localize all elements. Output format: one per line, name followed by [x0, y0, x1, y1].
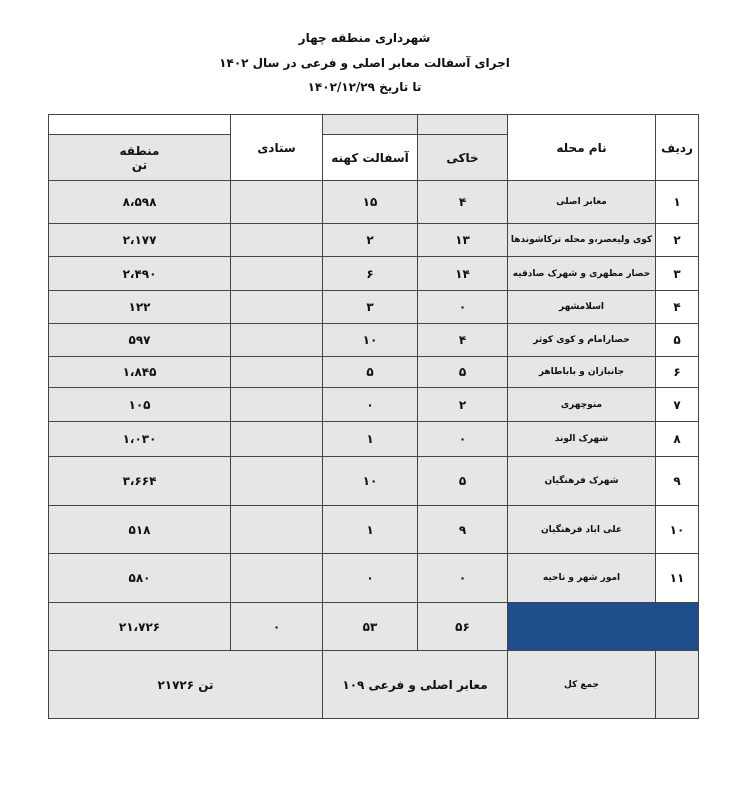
- grand-label: جمع کل: [508, 651, 656, 719]
- spacer-cell: [418, 115, 508, 135]
- cell-mantaghe: ۵۸۰: [49, 554, 231, 603]
- cell-old-asphalt: ۱: [323, 422, 418, 457]
- cell-khaki: ۰: [418, 422, 508, 457]
- cell-khaki: ۴: [418, 181, 508, 224]
- table-row: [49, 291, 699, 324]
- cell-khaki: ۰: [418, 291, 508, 324]
- table-row: [49, 357, 699, 388]
- title-line-2: اجرای آسفالت معابر اصلی و فرعی در سال ۱۴۰۲: [219, 56, 510, 70]
- cell-setadi: [231, 422, 323, 457]
- cell-khaki: ۰: [418, 554, 508, 603]
- table-row: [49, 388, 699, 422]
- cell-name: اسلامشهر: [508, 291, 656, 324]
- table-row: [49, 457, 699, 506]
- cell-old-asphalt: ۳: [323, 291, 418, 324]
- cell-khaki: ۲: [418, 388, 508, 422]
- cell-mantaghe: ۲،۱۷۷: [49, 224, 231, 257]
- total-mantaghe: ۲۱،۷۲۶: [49, 603, 231, 651]
- cell-khaki: ۵: [418, 457, 508, 506]
- table-row: [49, 506, 699, 554]
- cell-old-asphalt: ۶: [323, 257, 418, 291]
- cell-name: حصار مطهری و شهرک صادقیه: [508, 257, 656, 291]
- cell-mantaghe: ۳،۶۶۴: [49, 457, 231, 506]
- cell-row-no: ۹: [656, 457, 699, 506]
- table-row: [49, 554, 699, 603]
- total-khaki: ۵۶: [418, 603, 508, 651]
- header-mantaghe: [49, 135, 231, 181]
- cell-khaki: ۹: [418, 506, 508, 554]
- cell-name: منوچهری: [508, 388, 656, 422]
- cell-old-asphalt: ۱۵: [323, 181, 418, 224]
- cell-setadi: [231, 181, 323, 224]
- table-row: [49, 224, 699, 257]
- cell-setadi: [231, 388, 323, 422]
- cell-name: جانبازان و باباطاهر: [508, 357, 656, 388]
- cell-khaki: ۱۳: [418, 224, 508, 257]
- cell-setadi: [231, 457, 323, 506]
- cell-old-asphalt: ۱۰: [323, 324, 418, 357]
- grand-total-row: [49, 651, 699, 719]
- cell-row-no: ۶: [656, 357, 699, 388]
- title-line-3: تا تاریخ ۱۴۰۲/۱۲/۲۹: [307, 80, 422, 94]
- cell-name: شهرک فرهنگیان: [508, 457, 656, 506]
- cell-name: معابر اصلی: [508, 181, 656, 224]
- cell-mantaghe: ۵۱۸: [49, 506, 231, 554]
- header-setadi: ستادی: [231, 115, 323, 181]
- cell-setadi: [231, 224, 323, 257]
- table-row: [49, 181, 699, 224]
- totals-row: [49, 603, 699, 651]
- cell-name: امور شهر و ناحیه: [508, 554, 656, 603]
- cell-mantaghe: ۱۲۲: [49, 291, 231, 324]
- cell-row-no: ۱۰: [656, 506, 699, 554]
- cell-mantaghe: ۱،۰۳۰: [49, 422, 231, 457]
- cell-name: کوی ولیعصر،و محله ترکاشوندها: [508, 224, 656, 257]
- cell-khaki: ۵: [418, 357, 508, 388]
- cell-setadi: [231, 506, 323, 554]
- cell-mantaghe: ۱،۸۴۵: [49, 357, 231, 388]
- grand-empty: [656, 651, 699, 719]
- cell-row-no: ۲: [656, 224, 699, 257]
- cell-setadi: [231, 257, 323, 291]
- cell-row-no: ۷: [656, 388, 699, 422]
- cell-mantaghe: ۲،۴۹۰: [49, 257, 231, 291]
- cell-mantaghe: ۵۹۷: [49, 324, 231, 357]
- cell-row-no: ۵: [656, 324, 699, 357]
- spacer-cell: [49, 115, 231, 135]
- blue-cell: [508, 603, 656, 651]
- asphalt-table: [48, 114, 699, 719]
- cell-name: شهرک الوند: [508, 422, 656, 457]
- cell-setadi: [231, 357, 323, 388]
- cell-old-asphalt: ۱۰: [323, 457, 418, 506]
- cell-old-asphalt: ۵: [323, 357, 418, 388]
- cell-row-no: ۳: [656, 257, 699, 291]
- title-line-1: شهرداری منطقه چهار: [298, 31, 431, 45]
- table-row: [49, 324, 699, 357]
- cell-mantaghe: ۸،۵۹۸: [49, 181, 231, 224]
- cell-row-no: ۱: [656, 181, 699, 224]
- top-spacer-row: [49, 115, 699, 135]
- cell-row-no: ۴: [656, 291, 699, 324]
- cell-row-no: ۱۱: [656, 554, 699, 603]
- table-row: [49, 257, 699, 291]
- header-name: نام محله: [508, 115, 656, 181]
- cell-mantaghe: ۱۰۵: [49, 388, 231, 422]
- total-old-asphalt: ۵۳: [323, 603, 418, 651]
- header-khaki: خاکی: [418, 135, 508, 181]
- cell-old-asphalt: ۱: [323, 506, 418, 554]
- cell-setadi: [231, 324, 323, 357]
- header-old-asphalt: آسفالت کهنه: [323, 135, 418, 181]
- spacer-cell: [323, 115, 418, 135]
- cell-setadi: [231, 554, 323, 603]
- total-setadi: ۰: [231, 603, 323, 651]
- blue-cell: [656, 603, 699, 651]
- cell-old-asphalt: ۰: [323, 388, 418, 422]
- header-row-no: ردیف: [656, 115, 699, 181]
- cell-name: حصارامام و کوی کوثر: [508, 324, 656, 357]
- table-row: [49, 422, 699, 457]
- grand-streets: معابر اصلی و فرعی ۱۰۹: [323, 651, 508, 719]
- header-unit-label: تن: [131, 157, 148, 172]
- cell-setadi: [231, 291, 323, 324]
- cell-name: علی اباد فرهنگیان: [508, 506, 656, 554]
- cell-old-asphalt: ۲: [323, 224, 418, 257]
- cell-khaki: ۴: [418, 324, 508, 357]
- cell-old-asphalt: ۰: [323, 554, 418, 603]
- cell-khaki: ۱۴: [418, 257, 508, 291]
- grand-tons: تن ۲۱۷۲۶: [49, 651, 323, 719]
- cell-row-no: ۸: [656, 422, 699, 457]
- header-mantaghe-label: منطقه: [119, 143, 160, 158]
